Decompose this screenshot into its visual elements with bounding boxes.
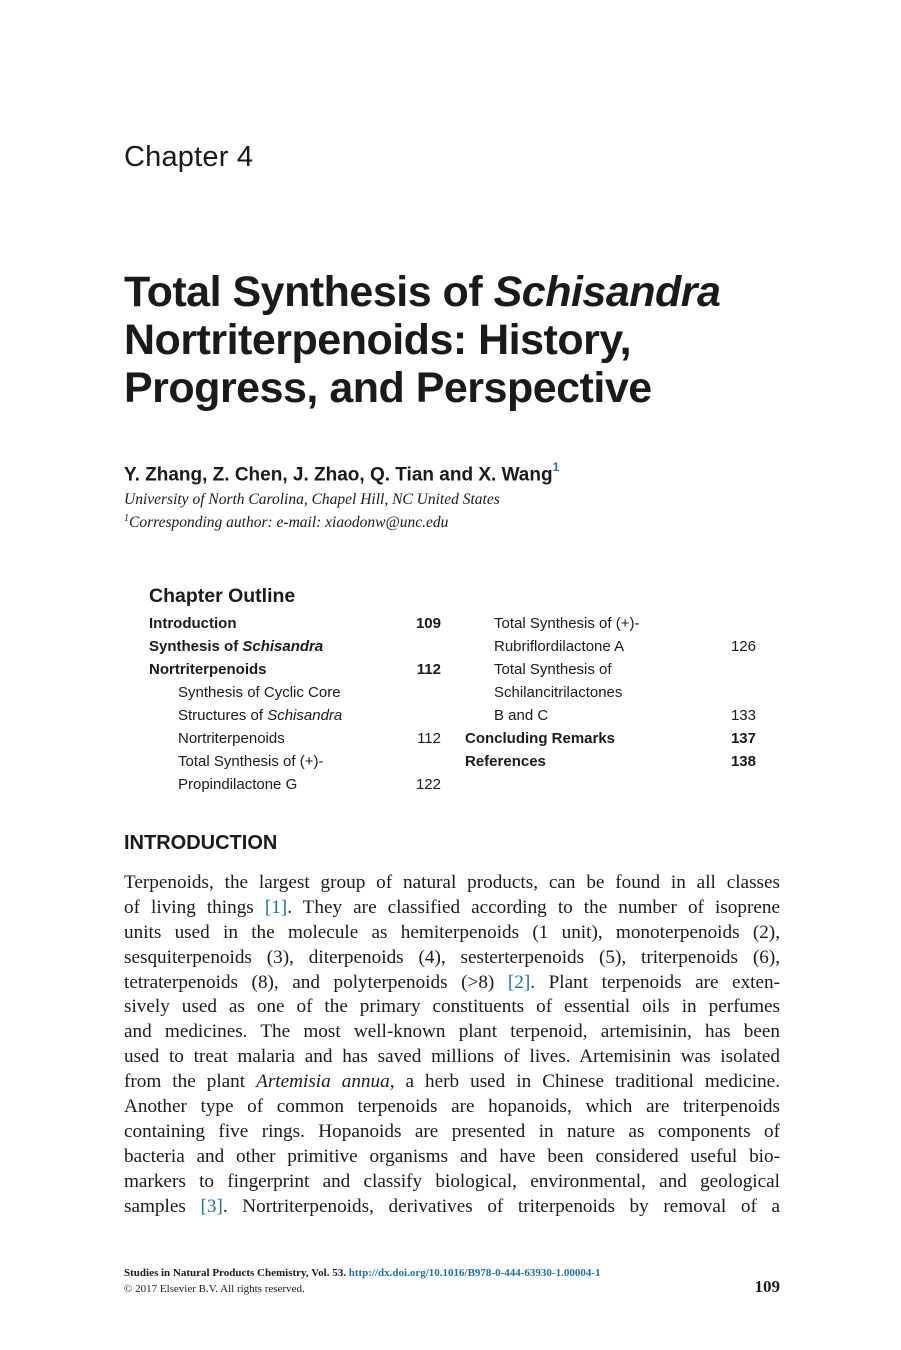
text-run: from the plant — [124, 1071, 257, 1093]
toc-entry[interactable] — [465, 681, 756, 704]
toc-entry-title: Introduction — [149, 615, 237, 632]
toc-entry[interactable] — [465, 750, 756, 773]
text-run: , a herb used in Chinese traditional medicine. — [389, 1071, 780, 1093]
toc-entry-text: Synthesis of — [149, 638, 243, 655]
toc-entry-page: 138 — [730, 753, 756, 770]
toc-entry-page: 112 — [416, 661, 441, 678]
footer-doi-link[interactable]: http://dx.doi.org/10.1016/B978-0-444-63930-1.00004-1 — [348, 1267, 601, 1279]
toc-entry-title: Total Synthesis of — [494, 661, 612, 678]
footer-copyright: © 2017 Elsevier B.V. All rights reserved. — [124, 1283, 305, 1295]
toc-entry-title: Propindilactone G — [178, 776, 298, 793]
paragraph-line — [124, 971, 780, 996]
introduction-paragraph — [124, 871, 780, 1219]
title-line-2: Nortriterpenoids: History, — [124, 316, 632, 364]
text-run: containing five rings. Hopanoids are presented in nature as components of — [124, 1120, 780, 1142]
paragraph-line — [124, 1045, 780, 1070]
paragraph-line — [124, 1145, 780, 1170]
italic-text: Artemisia annua — [256, 1071, 390, 1093]
section-heading-introduction: INTRODUCTION — [124, 832, 278, 854]
toc-entry-title — [149, 635, 323, 658]
toc-entry-page: 112 — [417, 730, 441, 747]
text-run: Another type of common terpenoids are hopanoids, which are triterpenoids — [124, 1096, 780, 1118]
title-line-3: Progress, and Perspective — [124, 364, 652, 412]
corresponding-superscript: 1 — [124, 513, 129, 524]
corresponding-author — [124, 513, 448, 532]
toc-entry[interactable] — [465, 658, 756, 681]
toc-entry[interactable] — [465, 727, 756, 750]
text-run: tetraterpenoids (8), and polyterpenoids (>8) — [124, 971, 508, 993]
text-run: used to treat malaria and has saved millions of lives. Artemisinin was isolated — [124, 1046, 780, 1068]
text-run: markers to fingerprint and classify biological, environmental, and geological — [124, 1170, 780, 1192]
toc-entry-title: B and C — [494, 707, 549, 724]
paragraph-line — [124, 1070, 780, 1095]
author-list — [124, 462, 559, 486]
toc-entry[interactable] — [465, 612, 756, 635]
toc-entry-page: 109 — [415, 615, 441, 632]
toc-entry[interactable] — [149, 658, 441, 681]
paragraph-line — [124, 946, 780, 971]
paragraph-line — [124, 871, 780, 896]
outline-column-right — [465, 612, 756, 773]
toc-entry[interactable] — [149, 612, 441, 635]
footer-journal-line — [124, 1267, 601, 1279]
text-run: bacteria and other primitive organisms and have been considered useful bio- — [124, 1145, 780, 1167]
toc-entry[interactable] — [149, 681, 441, 704]
paragraph-line — [124, 1170, 780, 1195]
toc-entry-title: Nortriterpenoids — [149, 661, 267, 678]
text-run: sesquiterpenoids (3), diterpenoids (4), sesterterpenoids (5), triterpenoids (6), — [124, 946, 780, 968]
corresponding-text: Corresponding author: e-mail: xiaodonw@unc.edu — [129, 514, 449, 532]
toc-entry-title — [178, 704, 342, 727]
toc-entry-italic: Schisandra — [242, 638, 324, 655]
chapter-label: Chapter 4 — [124, 141, 254, 173]
citation-link[interactable]: [3] — [200, 1195, 223, 1217]
toc-entry[interactable] — [149, 750, 441, 773]
toc-entry[interactable] — [149, 635, 441, 658]
citation-link[interactable]: [1] — [264, 896, 288, 918]
text-run: . Plant terpenoids are exten- — [530, 971, 781, 993]
toc-entry-title: Nortriterpenoids — [178, 730, 285, 747]
paragraph-line — [124, 1095, 780, 1120]
paragraph-line — [124, 1195, 780, 1220]
toc-entry-title: Total Synthesis of (+)- — [494, 615, 640, 632]
outline-heading: Chapter Outline — [149, 585, 296, 607]
outline-column-left — [149, 612, 441, 796]
toc-entry[interactable] — [149, 704, 441, 727]
toc-entry-title: Rubriflordilactone A — [494, 638, 625, 655]
paragraph-line — [124, 921, 780, 946]
toc-entry-title: Synthesis of Cyclic Core — [178, 684, 341, 701]
toc-entry-page: 122 — [415, 776, 441, 793]
toc-entry[interactable] — [149, 773, 441, 796]
text-run: units used in the molecule as hemiterpenoids (1 unit), monoterpenoids (2), — [124, 921, 780, 943]
title-part-1: Total Synthesis of — [124, 268, 494, 316]
affiliation: University of North Carolina, Chapel Hill, NC United States — [124, 491, 500, 508]
toc-entry-text: Structures of — [178, 707, 268, 724]
toc-entry-italic: Schisandra — [267, 707, 343, 724]
toc-entry-page: 126 — [730, 638, 756, 655]
paragraph-line — [124, 1120, 780, 1145]
toc-entry-title: Concluding Remarks — [465, 730, 616, 747]
text-run: samples — [124, 1195, 201, 1217]
text-run: . Nortriterpenoids, derivatives of triterpenoids by removal of a — [222, 1195, 780, 1217]
toc-entry-title: Total Synthesis of (+)- — [178, 753, 324, 770]
chapter-title — [124, 268, 824, 412]
page-number: 109 — [754, 1277, 780, 1296]
author-superscript[interactable]: 1 — [552, 460, 560, 474]
footer-journal: Studies in Natural Products Chemistry, Vol. 53. — [124, 1267, 346, 1279]
toc-entry-page: 137 — [730, 730, 756, 747]
text-run: of living things — [124, 896, 265, 918]
toc-entry-title: References — [465, 753, 546, 770]
toc-entry[interactable] — [465, 704, 756, 727]
author-names: Y. Zhang, Z. Chen, J. Zhao, Q. Tian and X. Wang — [124, 464, 553, 486]
text-run: Terpenoids, the largest group of natural products, can be found in all classes — [124, 872, 780, 893]
text-run: and medicines. The most well-known plant terpenoid, artemisinin, has been — [124, 1021, 780, 1043]
paragraph-line — [124, 1020, 780, 1045]
citation-link[interactable]: [2] — [507, 971, 531, 993]
toc-entry[interactable] — [149, 727, 441, 750]
toc-entry-title: Schilancitrilactones — [494, 684, 623, 701]
title-italic: Schisandra — [493, 268, 721, 316]
paragraph-line — [124, 995, 780, 1020]
toc-entry-page: 133 — [730, 707, 756, 724]
text-run: sively used as one of the primary constituents of essential oils in perfumes — [124, 996, 780, 1018]
paragraph-line — [124, 896, 780, 921]
text-run: . They are classified according to the number of isoprene — [287, 896, 780, 918]
toc-entry[interactable] — [465, 635, 756, 658]
